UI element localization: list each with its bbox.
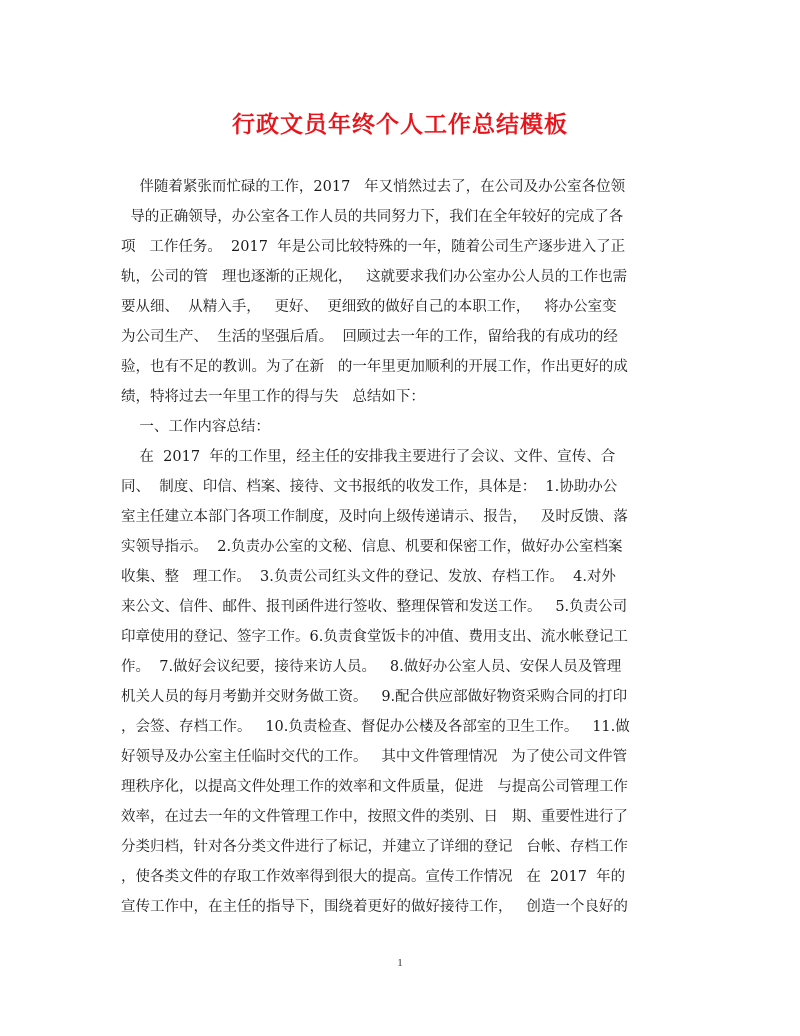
body-line: 验，也有不足的教训。为了在新 的一年里更加顺利的开展工作，作出更好的成 [121, 359, 628, 375]
body-line: 实领导指示。 2.负责办公室的文秘、信息、机要和保密工作，做好办公室档案 [121, 539, 623, 555]
body-line: 室主任建立本部门各项工作制度，及时向上级传递请示、报告， 及时反馈、落 [121, 509, 628, 525]
body-line: 绩，特将过去一年里工作的得与失 总结如下： [121, 389, 425, 405]
body-line: 为公司生产、 生活的坚强后盾。 回顾过去一年的工作，留给我的有成功的经 [121, 329, 618, 345]
body-line: 效率，在过去一年的文件管理工作中，按照文件的类别、日 期、重要性进行了 [121, 809, 628, 825]
body-line: 导的正确领导，办公室各工作人员的共同努力下，我们在全年较好的完成了各 [121, 209, 624, 225]
body-line: 收集、整 理工作。 3.负责公司红头文件的登记、发放、存档工作。 4.对外 [121, 569, 616, 585]
body-line: 好领导及办公室主任临时交代的工作。 其中文件管理情况 为了使公司文件管 [121, 749, 628, 765]
body-line: 要从细、 从精入手， 更好、 更细致的做好自己的本职工作， 将办公室变 [121, 299, 617, 315]
body-line: 来公文、信件、邮件、报刊函件进行签收、整理保管和发送工作。 5.负责公司 [121, 599, 628, 615]
body-line: 在 2017 年的工作里，经主任的安排我主要进行了会议、文件、宣传、合 [121, 449, 616, 465]
body-line: 宣传工作中，在主任的指导下，围绕着更好的做好接待工作， 创造一个良好的 [121, 899, 628, 915]
document-title: 行政文员年终个人工作总结模板 [232, 111, 568, 138]
body-line: 理秩序化，以提高文件处理工作的效率和文件质量，促进 与提高公司管理工作 [121, 779, 628, 795]
body-line: 作。 7.做好会议纪要，接待来访人员。 8.做好办公室人员、安保人员及管理 [121, 659, 622, 675]
page-number: 1 [397, 957, 403, 969]
body-line: 一、工作内容总结： [121, 419, 270, 435]
body-line: 机关人员的每月考勤并交财务做工资。 9.配合供应部做好物资采购合同的打印 [121, 689, 628, 705]
body-line: 伴随着紧张而忙碌的工作，2017 年又悄然过去了，在公司及办公室各位领 [121, 179, 626, 195]
body-line: 印章使用的登记、签字工作。6.负责食堂饭卡的冲值、费用支出、流水帐登记工 [121, 629, 628, 645]
body-line: 同、 制度、印信、档案、接待、文书报纸的收发工作，具体是： 1.协助办公 [121, 479, 618, 495]
body-line: 分类归档，针对各分类文件进行了标记，并建立了详细的登记 台帐、存档工作 [121, 839, 628, 855]
body-line: 轨，公司的管 理也逐渐的正规化， 这就要求我们办公室办公人员的工作也需 [121, 269, 628, 285]
body-line: ，会签、存档工作。 10.负责检查、督促办公楼及各部室的卫生工作。 11.做 [121, 719, 630, 735]
document-body [121, 172, 681, 922]
body-line: 项 工作任务。 2017 年是公司比较特殊的一年，随着公司生产逐步进入了正 [121, 239, 626, 255]
body-line: ，使各类文件的存取工作效率得到很大的提高。宣传工作情况 在 2017 年的 [121, 869, 626, 885]
